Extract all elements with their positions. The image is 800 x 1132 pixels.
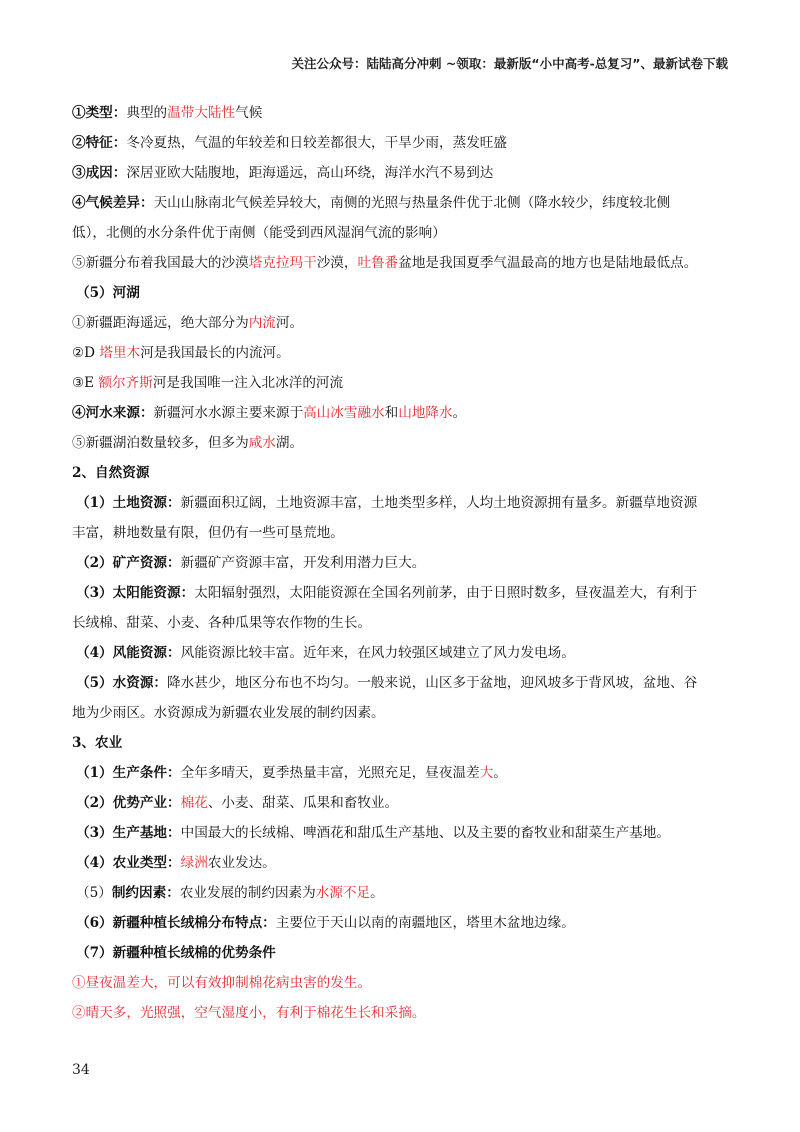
text-run: 。 bbox=[370, 885, 384, 901]
text-line bbox=[72, 638, 732, 668]
text-line bbox=[72, 668, 732, 698]
highlight-text: ②晴天多，光照强，空气湿度小，有利于棉花生长和采摘。 bbox=[72, 1005, 426, 1021]
text-line bbox=[72, 818, 732, 848]
text-run: 深居亚欧大陆腹地，距海遥远，高山环绕，海洋水汽不易到达 bbox=[126, 165, 494, 181]
text-line bbox=[72, 368, 732, 398]
text-run: 河。 bbox=[275, 315, 304, 331]
text-line bbox=[72, 398, 732, 428]
bold-label: （1）土地资源： bbox=[76, 495, 181, 511]
page-number: 34 bbox=[72, 1062, 90, 1078]
text-run: 丰富，耕地数量有限，但仍有一些可垦荒地。 bbox=[72, 525, 344, 541]
text-run: 新疆河水水源主要来源于 bbox=[153, 405, 304, 421]
highlight-text: 温带大陆性 bbox=[167, 105, 236, 121]
text-run: 主要位于天山以南的南疆地区，塔里木盆地边缘。 bbox=[275, 915, 575, 931]
text-run: 风能资源比较丰富。近年来，在风力较强区域建立了风力发电场。 bbox=[180, 645, 575, 661]
bold-label: ④河水来源： bbox=[72, 405, 154, 421]
text-run: 盆地是我国夏季气温最高的地方也是陆地最低点。 bbox=[398, 255, 698, 271]
bold-label: （1）生产条件： bbox=[76, 765, 181, 781]
text-line bbox=[72, 548, 732, 578]
highlight-text: 吐鲁番 bbox=[357, 255, 399, 271]
text-run: 、小麦、甜菜、瓜果和畜牧业。 bbox=[207, 795, 399, 811]
bold-label: （3）生产基地： bbox=[76, 825, 181, 841]
text-line bbox=[72, 158, 732, 188]
text-line bbox=[72, 728, 732, 758]
text-run: 长绒棉、甜菜、小麦、各种瓜果等农作物的生长。 bbox=[72, 615, 372, 631]
text-run: 农业发展的制约因素为 bbox=[179, 885, 316, 901]
text-run: 低），北侧的水分条件优于南侧（能受到西风湿润气流的影响） bbox=[72, 225, 446, 241]
text-line bbox=[72, 908, 732, 938]
bold-label: （5）河湖 bbox=[76, 285, 140, 301]
highlight-text: 绿洲 bbox=[180, 855, 208, 871]
highlight-text: 大 bbox=[479, 765, 494, 781]
highlight-text: 水源不足 bbox=[315, 885, 371, 901]
document-body bbox=[72, 98, 732, 1028]
bold-label: ①类型： bbox=[72, 105, 127, 121]
highlight-text: 额尔齐斯 bbox=[98, 375, 153, 391]
text-line bbox=[72, 608, 732, 638]
text-run: 沙漠， bbox=[316, 255, 358, 271]
text-line bbox=[72, 188, 732, 218]
text-run: 太阳辐射强烈，太阳能资源在全国名列前茅，由于日照时数多，昼夜温差大，有利于 bbox=[194, 585, 698, 601]
bold-label: （7）新疆种植长绒棉的优势条件 bbox=[76, 945, 276, 961]
text-run: 和 bbox=[384, 405, 399, 421]
text-run: 。 bbox=[452, 405, 467, 421]
bold-label: 2、自然资源 bbox=[72, 465, 150, 481]
highlight-text: 塔克拉玛干 bbox=[248, 255, 317, 271]
text-run: 农业发达。 bbox=[207, 855, 276, 871]
text-line bbox=[72, 848, 732, 878]
text-run: 新疆面积辽阔，土地资源丰富，土地类型多样，人均土地资源拥有量多。新疆草地资源 bbox=[180, 495, 698, 511]
text-line bbox=[72, 998, 732, 1028]
highlight-text: 棉花 bbox=[180, 795, 208, 811]
text-line bbox=[72, 938, 732, 968]
text-line bbox=[72, 578, 732, 608]
text-run: 中国最大的长绒棉、啤酒花和甜瓜生产基地、以及主要的畜牧业和甜菜生产基地。 bbox=[180, 825, 670, 841]
highlight-text: 山地降水 bbox=[398, 405, 453, 421]
bold-label: ③成因： bbox=[72, 165, 127, 181]
bold-label: （2）优势产业： bbox=[76, 795, 181, 811]
bold-label: （3）太阳能资源： bbox=[76, 585, 195, 601]
text-run: 气候 bbox=[235, 105, 263, 121]
text-line bbox=[72, 788, 732, 818]
text-line bbox=[72, 758, 732, 788]
text-run: 天山山脉南北气候差异较大，南侧的光照与热量条件优于北侧（降水较少，纬度较北侧 bbox=[153, 195, 671, 211]
text-line bbox=[72, 308, 732, 338]
text-line bbox=[72, 968, 732, 998]
text-line bbox=[72, 278, 732, 308]
text-run: ③E bbox=[72, 375, 99, 391]
text-line bbox=[72, 218, 732, 248]
header-right: ~领取：最新版“小中高考-总复习”、最新试卷下载 bbox=[445, 56, 728, 71]
text-line bbox=[72, 488, 732, 518]
text-run: 河是我国唯一注入北冰洋的河流 bbox=[152, 375, 344, 391]
text-line bbox=[72, 698, 732, 728]
bold-label: （4）农业类型： bbox=[76, 855, 181, 871]
text-run: ⑤新疆湖泊数量较多，但多为 bbox=[72, 435, 249, 451]
text-run: 。 bbox=[493, 765, 507, 781]
bold-label: ②特征： bbox=[72, 135, 127, 151]
highlight-text: 内流 bbox=[248, 315, 276, 331]
text-line bbox=[72, 248, 732, 278]
text-run: （5） bbox=[76, 885, 112, 901]
text-run: 湖。 bbox=[275, 435, 304, 451]
text-run: ②D bbox=[72, 345, 100, 361]
text-run: 地为少雨区。水资源成为新疆农业发展的制约因素。 bbox=[72, 705, 385, 721]
text-run: 河是我国最长的内流河。 bbox=[140, 345, 290, 361]
page-header bbox=[292, 54, 728, 72]
text-run: ⑤新疆分布着我国最大的沙漠 bbox=[72, 255, 249, 271]
text-line bbox=[72, 428, 732, 458]
highlight-text: 高山冰雪融水 bbox=[303, 405, 385, 421]
text-line bbox=[72, 98, 732, 128]
text-run: 冬冷夏热，气温的年较差和日较差都很大，干旱少雨，蒸发旺盛 bbox=[126, 135, 507, 151]
text-line bbox=[72, 518, 732, 548]
bold-label: 制约因素： bbox=[111, 885, 180, 901]
text-line bbox=[72, 338, 732, 368]
bold-label: （2）矿产资源： bbox=[76, 555, 181, 571]
bold-label: （4）风能资源： bbox=[76, 645, 181, 661]
header-left: 关注公众号：陆陆高分冲刺 bbox=[291, 56, 442, 71]
text-run: 新疆矿产资源丰富，开发利用潜力巨大。 bbox=[180, 555, 426, 571]
text-line bbox=[72, 878, 732, 908]
text-line bbox=[72, 458, 732, 488]
bold-label: 3、农业 bbox=[72, 735, 123, 751]
text-run: 降水甚少，地区分布也不均匀。一般来说，山区多于盆地，迎风坡多于背风坡，盆地、谷 bbox=[167, 675, 698, 691]
highlight-text: 塔里木 bbox=[99, 345, 141, 361]
bold-label: ④气候差异： bbox=[72, 195, 154, 211]
highlight-text: 咸水 bbox=[248, 435, 276, 451]
bold-label: （6）新疆种植长绒棉分布特点： bbox=[76, 915, 276, 931]
text-line bbox=[72, 128, 732, 158]
text-run: 典型的 bbox=[126, 105, 168, 121]
bold-label: （5）水资源： bbox=[76, 675, 168, 691]
text-run: 全年多晴天，夏季热量丰富，光照充足，昼夜温差 bbox=[180, 765, 480, 781]
highlight-text: ①昼夜温差大，可以有效抑制棉花病虫害的发生。 bbox=[72, 975, 372, 991]
text-run: ①新疆距海遥远，绝大部分为 bbox=[72, 315, 249, 331]
